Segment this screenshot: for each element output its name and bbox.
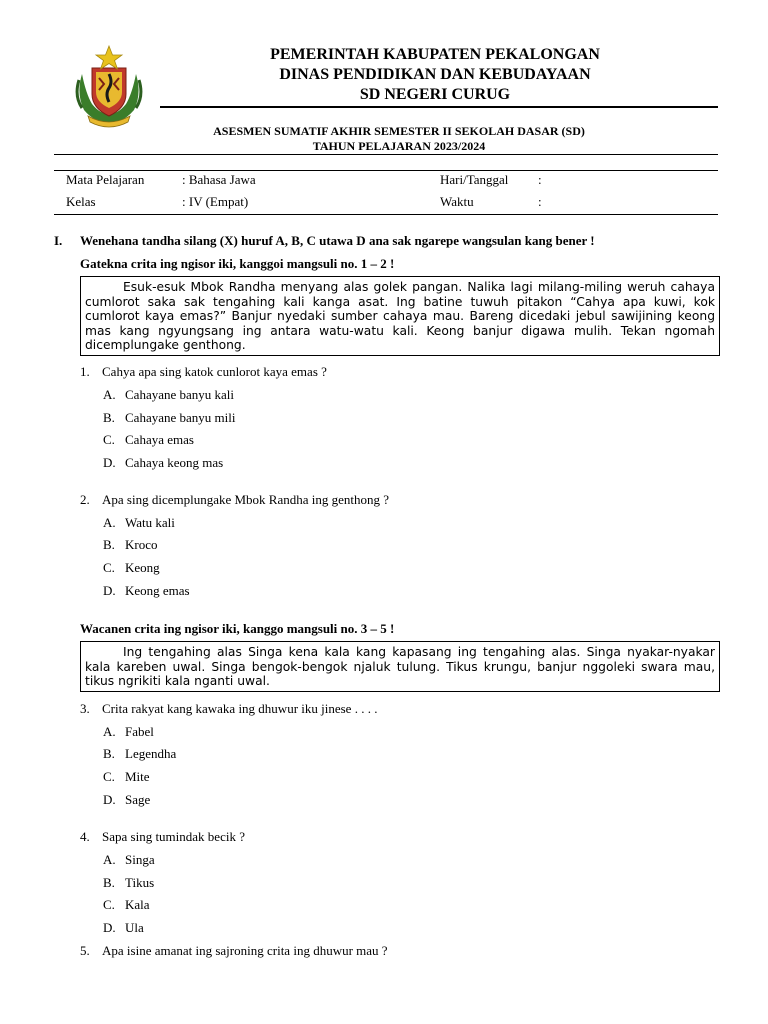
- government-name: PEMERINTAH KABUPATEN PEKALONGAN: [270, 46, 600, 63]
- option-4d[interactable]: D. Ula: [103, 920, 144, 935]
- exam-year: TAHUN PELAJARAN 2023/2024: [312, 139, 486, 153]
- option-1a[interactable]: A. Cahayane banyu kali: [103, 387, 235, 402]
- time-value: :: [538, 194, 542, 209]
- passage2-intro: Wacanen crita ing ngisor iki, kanggo mangsuli no. 3 – 5 !: [80, 621, 395, 636]
- question-3: [80, 701, 377, 717]
- exam-title: ASESMEN SUMATIF AKHIR SEMESTER II SEKOLAH DASAR (SD): [213, 124, 585, 138]
- day-label: Hari/Tanggal: [440, 172, 509, 187]
- option-4a[interactable]: A. Singa: [103, 852, 155, 867]
- question-1: [80, 364, 327, 380]
- question-5: [80, 943, 388, 959]
- passage1-text: Esuk-esuk Mbok Randha menyang alas golek pangan. Nalika lagi milang-miling weruh cahaya cumlorot saka sak tengahing kali kanga asat. Ing batine tuwuh pitakon “Cahya apa kuwi, kok cumlorot kaya emas?” Banjur nyedaki sumber cahaya mau. Bareng dicedaki jebul sawijining keong mas kang ngyungsang ing antara watu-watu kali. Keong banjur digawa mulih. Tekan ngomah dicemplungake genthong.: [85, 280, 715, 353]
- day-value: :: [538, 172, 542, 187]
- passage2-text: Ing tengahing alas Singa kena kala kang kapasang ing tengahing alas. Singa nyakar-nyakar kala kareben uwal. Singa bengok-bengok njaluk tulung. Tikus krungu, banjur nggoleki swara mau, tikus ngrikiti kala nganti uwal.: [85, 645, 715, 689]
- letterhead-divider: [160, 106, 718, 108]
- passage1-box: [80, 276, 720, 356]
- school-name: SD NEGERI CURUG: [359, 86, 511, 103]
- option-2b[interactable]: B. Kroco: [103, 537, 158, 552]
- class-label: Kelas: [66, 194, 96, 209]
- subject-label: Mata Pelajaran: [66, 172, 145, 187]
- info-bottom-border: [54, 214, 718, 215]
- question-2: [80, 492, 389, 508]
- question-number: 1.: [80, 364, 90, 379]
- question-text: Apa sing dicemplungake Mbok Randha ing genthong ?: [102, 492, 390, 507]
- question-text: Sapa sing tumindak becik ?: [102, 829, 245, 844]
- option-3b[interactable]: B. Legendha: [103, 746, 177, 761]
- option-1b[interactable]: B. Cahayane banyu mili: [103, 410, 236, 425]
- title-divider: [54, 154, 718, 155]
- department-name: DINAS PENDIDIKAN DAN KEBUDAYAAN: [279, 66, 591, 83]
- option-4b[interactable]: B. Tikus: [103, 875, 155, 890]
- question-4: [80, 829, 245, 845]
- option-1c[interactable]: C. Cahaya emas: [103, 432, 194, 447]
- option-4c[interactable]: C. Kala: [103, 897, 150, 912]
- time-label: Waktu: [440, 194, 474, 209]
- question-number: 2.: [80, 492, 90, 507]
- question-number: 5.: [80, 943, 90, 958]
- option-3c[interactable]: C. Mite: [103, 769, 150, 784]
- question-text: Apa isine amanat ing sajroning crita ing dhuwur mau ?: [102, 943, 388, 958]
- option-2d[interactable]: D. Keong emas: [103, 583, 190, 598]
- question-text: Crita rakyat kang kawaka ing dhuwur iku jinese . . . .: [102, 701, 378, 716]
- question-number: 3.: [80, 701, 90, 716]
- section-numeral: I.: [54, 233, 63, 248]
- option-2c[interactable]: C. Keong: [103, 560, 160, 575]
- section-instruction: Wenehana tandha silang (X) huruf A, B, C utawa D ana sak ngarepe wangsulan kang bener !: [80, 233, 595, 248]
- option-2a[interactable]: A. Watu kali: [103, 515, 175, 530]
- passage1-intro: Gatekna crita ing ngisor iki, kanggoi mangsuli no. 1 – 2 !: [80, 256, 395, 271]
- regency-emblem-logo: [74, 44, 144, 128]
- subject-value: : Bahasa Jawa: [182, 172, 256, 187]
- question-text: Cahya apa sing katok cunlorot kaya emas ?: [102, 364, 327, 379]
- class-value: : IV (Empat): [182, 194, 249, 209]
- option-3a[interactable]: A. Fabel: [103, 724, 154, 739]
- question-number: 4.: [80, 829, 90, 844]
- info-top-border: [54, 170, 718, 171]
- option-3d[interactable]: D. Sage: [103, 792, 151, 807]
- passage2-box: [80, 641, 720, 692]
- option-1d[interactable]: D. Cahaya keong mas: [103, 455, 224, 470]
